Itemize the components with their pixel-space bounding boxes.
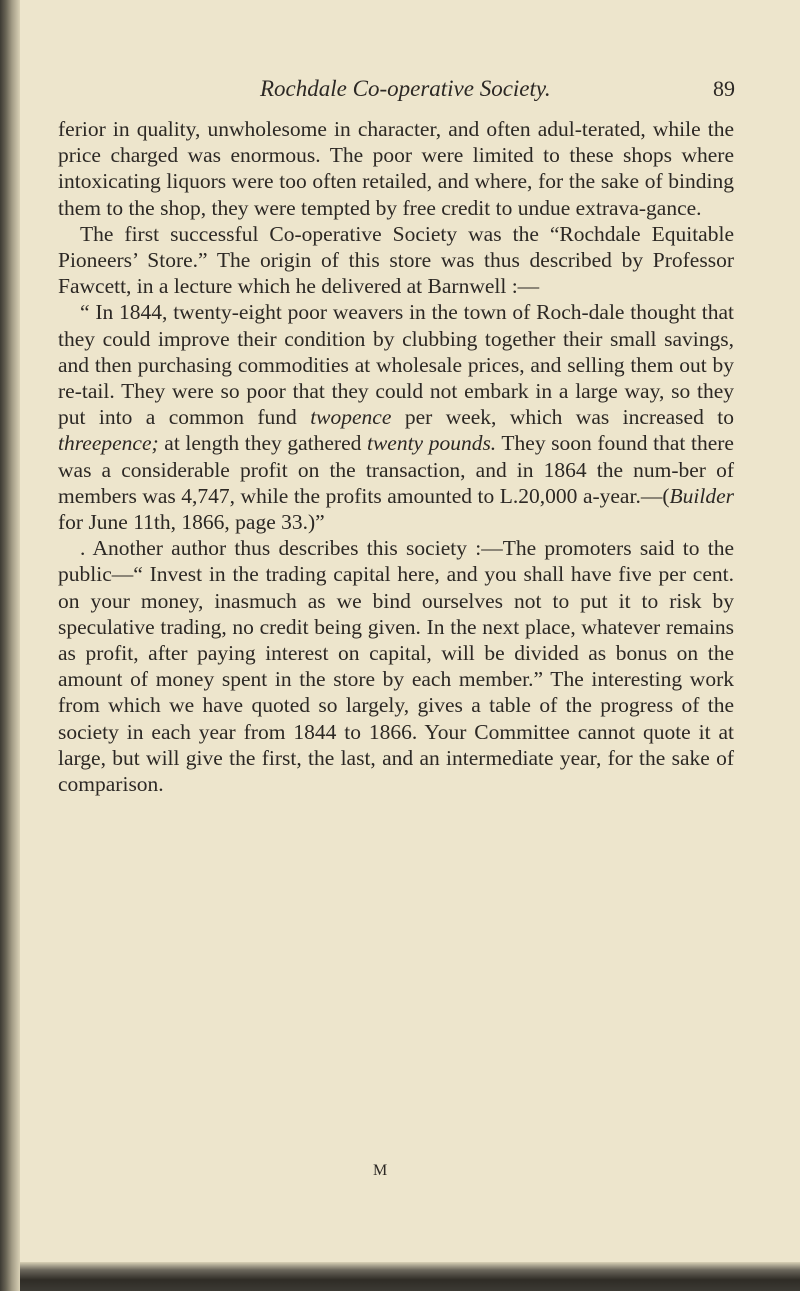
page-binding-shadow [0, 0, 20, 1291]
paragraph [58, 116, 734, 221]
text-run: The first successful Co-operative Society was the “Rochdale Equitable Pioneers’ Store.” The origin of this store was thus described by Professor Fawcett, in a lecture which he delivered at Barnwell :— [58, 221, 734, 299]
page-bottom-shadow [20, 1262, 800, 1291]
running-head: Rochdale Co-operative Society. [260, 76, 551, 101]
paragraph [58, 299, 734, 535]
page-header [60, 76, 735, 108]
italic-text: Builder [669, 483, 734, 508]
paragraph [58, 535, 734, 797]
italic-text: twopence [310, 405, 392, 430]
paragraph [58, 221, 734, 300]
italic-text: twenty pounds. [366, 431, 497, 456]
text-run: per week, which was increased to [391, 405, 734, 430]
body-text [58, 116, 734, 797]
text-run: ferior in quality, unwholesome in character, and often adul-terated, while the price charged was enormous. The poor were limited to these shops where intoxicating liquors were too often retailed, and where, for the sake of binding them to the shop, they were tempted by free credit to undue extrava-gance. [58, 117, 734, 220]
signature-mark: M [373, 1162, 388, 1179]
text-run: They soon found that there was a considerable profit on the transaction, and in 1864 the num-ber of members was 4,747, while the profits amounted to L.20,000 a-year.—( [58, 431, 734, 508]
text-run: at length they gathered [158, 431, 367, 456]
text-run: for June 11th, 1866, page 33.)” [58, 510, 325, 535]
text-run: “ In 1844, twenty-eight poor weavers in the town of Roch-dale thought that they could improve their condition by clubbing together their small savings, and then purchasing commodities at wholesale prices, and selling them out by re-tail. They were so poor that they could not embark in a large way, so they put into a common fund [58, 300, 734, 430]
text-run: . Another author thus describes this society :—The promoters said to the public—“ Invest in the trading capital here, and you shall have five per cent. on your money, inasmuch as we bind ourselves not to put it to risk by speculative trading, no credit being given. In the next place, whatever remains as profit, after paying interest on capital, will be divided as bonus on the amount of money spent in the store by each member.” The interesting work from which we have quoted so largely, gives a table of the progress of the society in each year from 1844 to 1866. Your Committee cannot quote it at large, but will give the first, the last, and an intermediate year, for the sake of comparison. [58, 536, 734, 797]
page-number: 89 [713, 76, 735, 101]
italic-text: threepence; [58, 431, 159, 456]
